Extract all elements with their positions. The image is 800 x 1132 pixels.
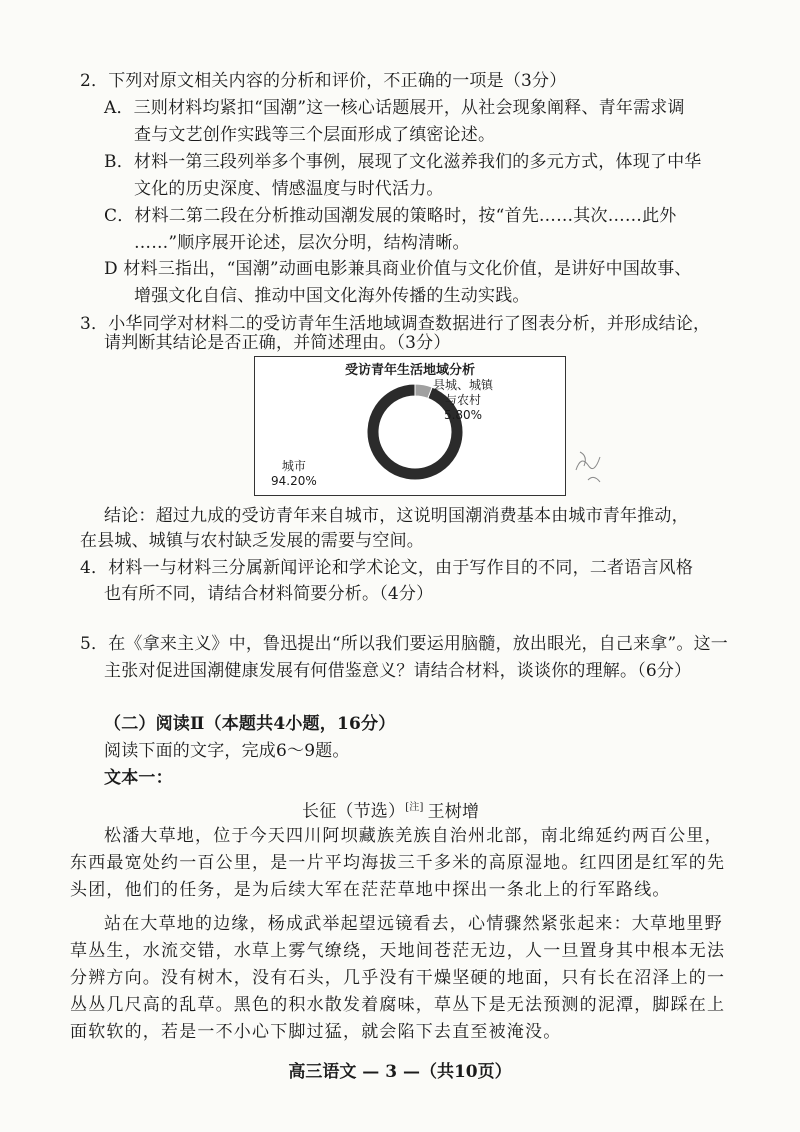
q2-option-a-line1: A．三则材料均紧扣“国潮”这一核心话题展开，从社会现象阐释、青年需求调 (104, 98, 685, 118)
q2-option-b-line1: B．材料一第三段列举多个事例，展现了文化滋养我们的多元方式，体现了中华 (104, 152, 702, 172)
para1-line2: 东西最宽处约一百公里，是一片平均海拔三千多米的高原湿地。红四团是红军的先 (70, 853, 726, 873)
pencil-scribble-mark (566, 440, 616, 490)
region-donut-chart (254, 356, 566, 496)
q3-conclusion-line2: 在县城、城镇与农村缺乏发展的需要与空间。 (80, 531, 424, 551)
city-value-label: 94.20% (271, 474, 317, 488)
q5-stem-line1: 5．在《拿来主义》中，鲁迅提出“所以我们要运用脑髓，放出眼光，自己来拿”。这一 (80, 634, 728, 654)
note-mark: [注] (405, 802, 424, 813)
q2-option-b-line2: 文化的历史深度、情感温度与时代活力。 (134, 179, 444, 199)
q5-stem-line2: 主张对促进国潮健康发展有何借鉴意义？请结合材料，谈谈你的理解。（6分） (104, 661, 692, 681)
para1-line3: 头团，他们的任务，是为后续大军在茫茫草地中探出一条北上的行军路线。 (70, 880, 671, 900)
chart-label-rural (433, 378, 493, 423)
q3-stem-line1: 3．小华同学对材料二的受访青年生活地域调查数据进行了图表分析，并形成结论， (80, 314, 711, 334)
section2-heading: （二）阅读Ⅱ（本题共4小题，16分） (104, 714, 396, 734)
para2-line5: 面软软的，若是一不小心下脚过猛，就会陷下去直至被淹没。 (70, 1022, 562, 1042)
q2-option-a-line2: 查与文艺创作实践等三个层面形成了缜密论述。 (134, 125, 496, 145)
q2-option-c-line1: C．材料二第二段在分析推动国潮发展的策略时，按“首先……其次……此外 (104, 206, 677, 226)
para1-line1: 松潘大草地，位于今天四川阿坝藏族羌族自治州北部，南北绵延约两百公里， (104, 826, 723, 846)
text-one-label: 文本一： (104, 768, 173, 788)
para2-line3: 分辨方向。没有树木，没有石头，几乎没有干燥坚硬的地面，只有长在沼泽上的一 (70, 968, 726, 988)
section2-instruction: 阅读下面的文字，完成6～9题。 (104, 741, 350, 761)
q2-option-d-line2: 增强文化自信、推动中国文化海外传播的生动实践。 (134, 286, 530, 306)
q2-option-c-line2: ……”顺序展开论述，层次分明，结构清晰。 (134, 233, 470, 253)
rural-label-line1: 县城、城镇 (433, 378, 494, 392)
q2-stem: 2．下列对原文相关内容的分析和评价，不正确的一项是（3分） (80, 71, 567, 91)
city-label: 城市 (281, 459, 306, 473)
para2-line4: 丛丛几尺高的乱草。黑色的积水散发着腐味，草丛下是无法预测的泥潭，脚踩在上 (70, 995, 726, 1015)
q4-stem-line2: 也有所不同，请结合材料简要分析。（4分） (104, 584, 434, 604)
q3-conclusion-line1: 结论：超过九成的受访青年来自城市，这说明国潮消费基本由城市青年推动， (104, 506, 689, 526)
q3-stem-line2: 请判断其结论是否正确，并简述理由。（3分） (104, 333, 451, 353)
para2-line2: 草丛生，水流交错，水草上雾气缭绕，天地间苍茫无边，人一旦置身其中根本无法 (70, 941, 726, 961)
rural-value-label: 5.80% (443, 408, 483, 422)
rural-label-line2: 与农村 (445, 393, 482, 407)
q4-stem-line1: 4．材料一与材料三分属新闻评论和学术论文，由于写作目的不同，二者语言风格 (80, 558, 694, 578)
para2-line1: 站在大草地的边缘，杨成武举起望远镜看去，心情骤然紧张起来：大草地里野 (104, 914, 723, 934)
page-footer: 高三语文 — 3 —（共10页） (288, 1062, 512, 1082)
chart-label-city (271, 459, 317, 489)
passage-author: 王树增 (427, 801, 480, 822)
q2-option-d-line1: D 材料三指出，“国潮”动画电影兼具商业价值与文化价值，是讲好中国故事、 (104, 259, 692, 279)
passage-title-row (302, 797, 479, 823)
passage-title: 长征（节选） (302, 801, 406, 822)
chart-title: 受访青年生活地域分析 (344, 363, 475, 378)
